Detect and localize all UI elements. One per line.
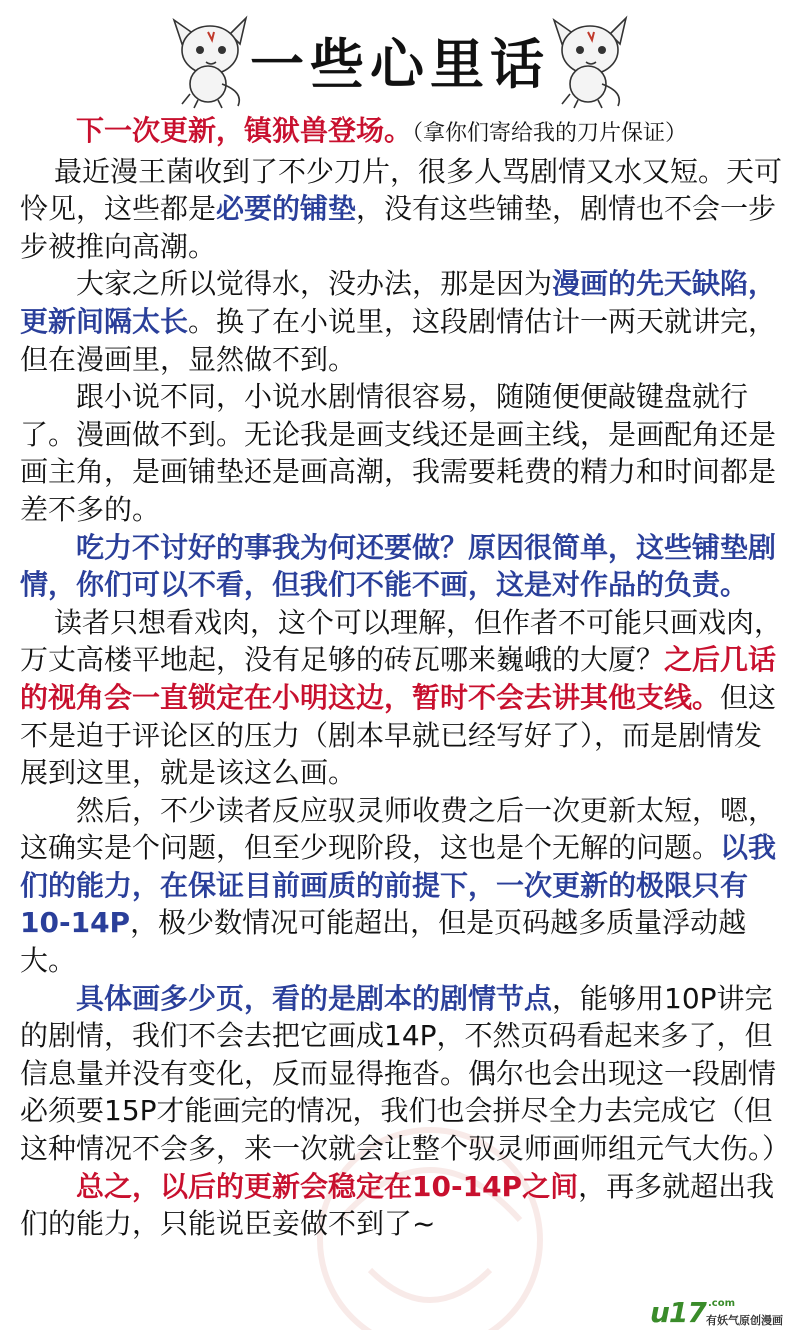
page-title: 一些心里话	[250, 33, 550, 96]
paragraph-7	[20, 792, 782, 980]
text-span: 但这不是迫于评论区的压力（剧本早就已经写好了），而是剧情发展到这里，就是该这么画。	[20, 680, 777, 790]
logo-domain: .com	[708, 1298, 736, 1309]
paragraph-2	[20, 153, 782, 266]
paragraph-9	[20, 1168, 782, 1243]
logo-brand: u17	[650, 1296, 706, 1329]
highlight-blue: 具体画多少页，看的是剧本的剧情节点	[76, 981, 553, 1015]
article-body	[20, 112, 791, 1243]
paragraph-6	[20, 604, 782, 792]
paragraph-5	[20, 529, 782, 604]
text-span: 然后，不少读者反应驭灵师收费之后一次更新太短，嗯，这确实是个问题，但至少现阶段，这也是个无解的问题。	[20, 793, 777, 865]
highlight-blue: 漫画的先天缺陷，更新间隔太长	[20, 267, 777, 338]
text-span: ，没有这些铺垫，剧情也不会一步步被推向高潮。	[20, 192, 777, 263]
text-span: 读者只想看戏肉，这个可以理解，但作者不可能只画戏肉，万丈高楼平地起，没有足够的砖瓦哪来巍峨的大厦？	[20, 605, 783, 677]
paragraph-4	[20, 378, 782, 528]
text-span: 。换了在小说里，这段剧情估计一两天就讲完，但在漫画里，显然做不到。	[20, 304, 777, 376]
announcement-note: （拿你们寄给我的刀片保证）	[412, 121, 688, 146]
text-span: 跟小说不同，小说水剧情很容易，随随便便敲键盘就行了。漫画做不到。无论我是画支线还是画主线，是画配角还是画主角，是画铺垫还是画高潮，我需要耗费的精力和时间都是差不多的。	[20, 380, 777, 526]
paragraph-8	[20, 980, 791, 1168]
highlight-blue: 以我们的能力，在保证目前画质的前提下，一次更新的极限只有10-14P	[20, 831, 777, 940]
paragraph-3	[20, 265, 782, 378]
highlight-blue: 吃力不讨好的事我为何还要做？原因很简单，这些铺垫剧情，你们可以不看，但我们不能不画，这是对作品的负责。	[20, 530, 777, 602]
highlight-red: 总之，以后的更新会稳定在10-14P之间	[76, 1169, 579, 1203]
mascot-icon	[168, 14, 250, 110]
text-span: 最近漫王菌收到了不少刀片，很多人骂剧情又水又短。天可怜见，这些都是	[20, 154, 783, 226]
logo-slogan: 有妖气原创漫画	[706, 1314, 783, 1327]
text-span: ，极少数情况可能超出，但是页码越多质量浮动越大。	[20, 906, 747, 978]
paragraph-1	[20, 112, 782, 153]
highlight-red: 之后几话的视角会一直锁定在小明这边，暂时不会去讲其他支线。	[20, 643, 777, 714]
highlight-blue: 必要的铺垫	[216, 192, 357, 226]
u17-logo	[650, 1296, 800, 1332]
text-span: 大家之所以觉得水，没办法，那是因为	[76, 267, 553, 301]
header	[0, 14, 800, 114]
mascot-icon	[548, 14, 630, 110]
announcement: 下一次更新，镇狱兽登场。	[76, 114, 413, 147]
text-span: ，能够用10P讲完的剧情，我们不会去把它画成14P，不然页码看起来多了，但信息量并没有变化，反而显得拖沓。偶尔也会出现这一段剧情必须要15P才能画完的情况，我们也会拼尽全力去完成它（但这种情况不会多，来一次就会让整个驭灵师画师组元气大伤。）	[20, 981, 791, 1166]
text-span: ，再多就超出我们的能力，只能说臣妾做不到了~	[20, 1169, 775, 1241]
